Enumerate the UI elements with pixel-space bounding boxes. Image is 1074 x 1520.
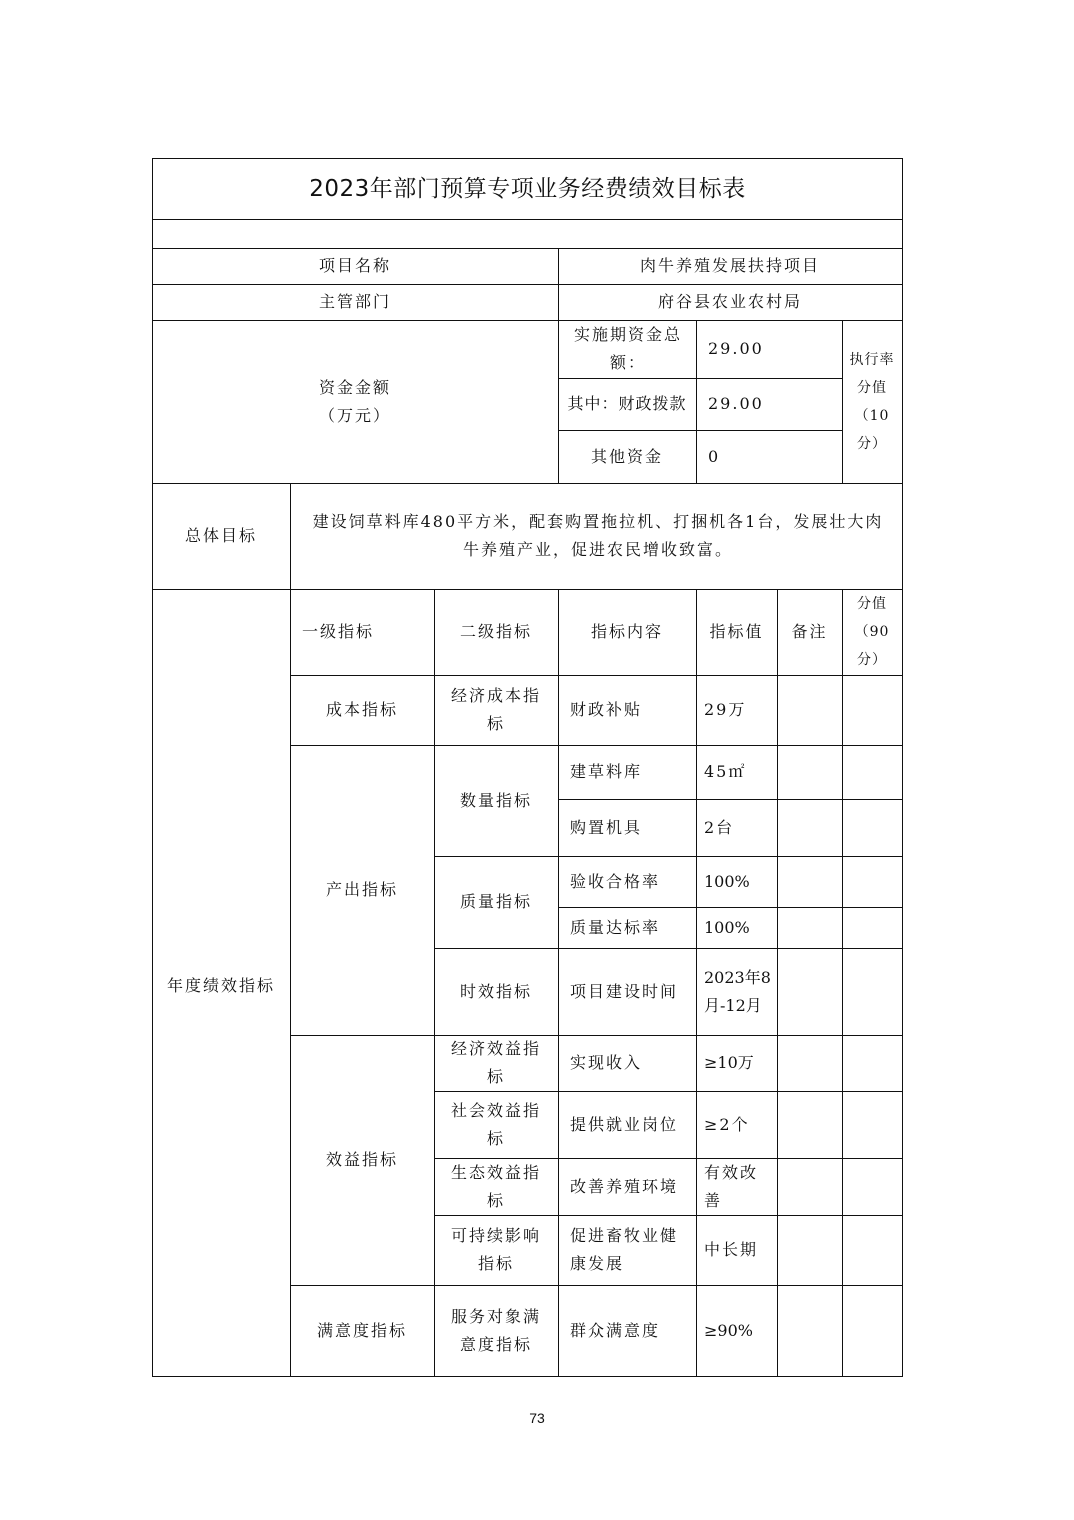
annual-indicators-label: 年度绩效指标 bbox=[166, 976, 275, 995]
output-q2-value: 2台 bbox=[704, 817, 735, 837]
satisfaction-level2: 服务对象满意度指标 bbox=[450, 1306, 541, 1354]
benefit-sustain-value: 中长期 bbox=[704, 1240, 759, 1259]
funds-other-label: 其他资金 bbox=[590, 446, 663, 466]
cost-level2: 经济成本指标 bbox=[450, 686, 541, 733]
output-ql1-value: 100% bbox=[704, 871, 750, 891]
funds-total-value: 29.00 bbox=[708, 339, 764, 358]
benefit-eco: 生态效益指标 bbox=[450, 1162, 541, 1210]
output-ql2-content: 质量达标率 bbox=[570, 917, 661, 937]
header-content: 指标内容 bbox=[590, 622, 663, 641]
header-remark: 备注 bbox=[791, 622, 828, 641]
project-name-label: 项目名称 bbox=[318, 256, 391, 275]
benefit-social-content: 提供就业岗位 bbox=[570, 1114, 679, 1134]
satisfaction-level1: 满意度指标 bbox=[316, 1320, 407, 1340]
overall-goal-value: 建设饲草料库480平方米，配套购置拖拉机、打捆机各1台，发展壮大肉牛养殖产业，促进农民增收致富。 bbox=[312, 512, 884, 559]
overall-goal-label: 总体目标 bbox=[184, 526, 257, 545]
output-quality: 质量指标 bbox=[459, 892, 532, 911]
cost-level1: 成本指标 bbox=[325, 700, 398, 719]
header-score: 分值（90分） bbox=[854, 596, 890, 668]
satisfaction-value: ≥90% bbox=[704, 1320, 753, 1340]
output-level1: 产出指标 bbox=[325, 880, 398, 899]
benefit-eco-content: 改善养殖环境 bbox=[570, 1176, 679, 1196]
benefit-eco-value: 有效改善 bbox=[704, 1162, 759, 1210]
benefit-social-value: ≥2个 bbox=[704, 1114, 750, 1134]
benefit-sustain-content: 促进畜牧业健康发展 bbox=[570, 1226, 679, 1273]
cost-content: 财政补贴 bbox=[570, 700, 643, 719]
cost-value: 29万 bbox=[704, 700, 747, 719]
project-name-value: 肉牛养殖发展扶持项目 bbox=[639, 256, 820, 275]
department-label: 主管部门 bbox=[318, 292, 391, 311]
funds-other-value: 0 bbox=[708, 446, 721, 466]
benefit-econ-value: ≥10万 bbox=[704, 1053, 754, 1072]
output-t-value: 2023年8月-12月 bbox=[704, 967, 771, 1015]
benefit-econ: 经济效益指标 bbox=[450, 1039, 541, 1086]
output-ql1-content: 验收合格率 bbox=[570, 871, 661, 891]
output-q1-content: 建草料库 bbox=[570, 762, 643, 781]
header-value: 指标值 bbox=[709, 622, 764, 641]
output-q1-value: 45㎡ bbox=[704, 762, 747, 781]
output-ql2-value: 100% bbox=[704, 917, 750, 937]
header-level2: 二级指标 bbox=[459, 622, 532, 641]
funds-label: 资金金额 （万元） bbox=[318, 377, 391, 425]
funds-total-label: 实施期资金总额： bbox=[573, 325, 682, 372]
output-timeliness: 时效指标 bbox=[459, 981, 532, 1001]
funds-fiscal-value: 29.00 bbox=[708, 394, 764, 413]
output-quantity: 数量指标 bbox=[459, 790, 532, 810]
header-level1: 一级指标 bbox=[302, 622, 375, 641]
benefit-social: 社会效益指标 bbox=[450, 1100, 541, 1148]
benefit-level1: 效益指标 bbox=[325, 1150, 398, 1169]
page-title: 2023年部门预算专项业务经费绩效目标表 bbox=[309, 175, 746, 202]
benefit-sustain: 可持续影响指标 bbox=[450, 1226, 541, 1273]
execution-score-label: 执行率分值（10分） bbox=[849, 351, 895, 452]
department-value: 府谷县农业农村局 bbox=[657, 292, 802, 311]
output-q2-content: 购置机具 bbox=[570, 817, 643, 837]
funds-fiscal-label: 其中：财政拨款 bbox=[567, 394, 687, 413]
output-t-content: 项目建设时间 bbox=[570, 981, 679, 1001]
benefit-econ-content: 实现收入 bbox=[570, 1053, 643, 1072]
satisfaction-content: 群众满意度 bbox=[570, 1320, 661, 1340]
page-number: 73 bbox=[529, 1410, 545, 1426]
